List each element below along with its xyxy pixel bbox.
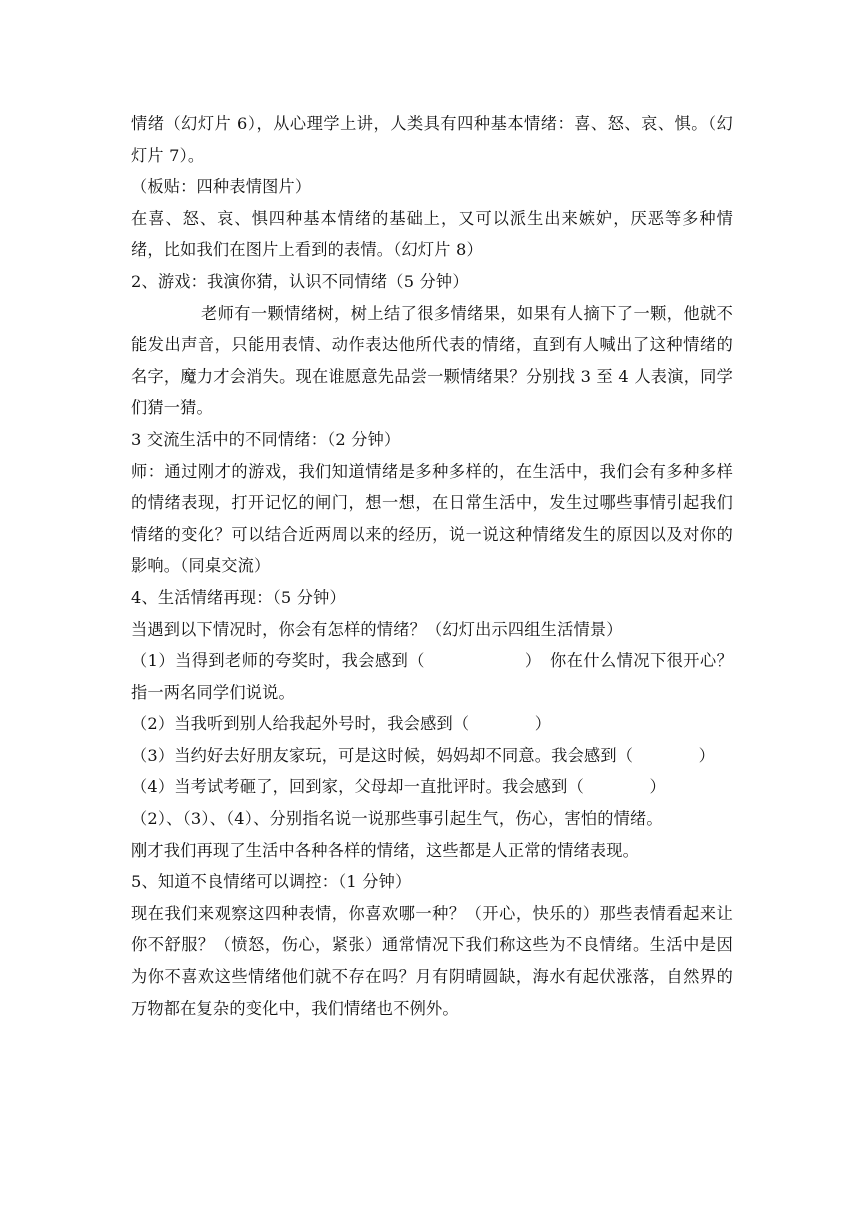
list-item-situation-4: （4）当考试考砸了，回到家，父母却一直批评时。我会感到（ ） [131,777,666,797]
paragraph-derived-emotions: 在喜、怒、哀、惧四种基本情绪的基础上，又可以派生出来嫉妒，厌恶等多种情绪，比如我们在图片上看到的表情。（幻灯片 8） [131,208,733,260]
document-body [131,108,733,1024]
section-heading-regulation: 5、知道不良情绪可以调控：（1 分钟） [131,872,412,892]
paragraph-emotion-tree: 老师有一颗情绪树，树上结了很多情绪果，如果有人摘下了一颗，他就不能发出声音，只能用表情、动作表达他所代表的情绪，直到有人喊出了这种情绪的名字，魔力才会消失。现在谁愿意先品尝一颗情绪果？分别找 3 至 4 人表演，同学们猜一猜。 [131,303,733,418]
paragraph-situations-intro: 当遇到以下情况时，你会有怎样的情绪？（幻灯出示四组生活情景） [131,619,623,639]
list-item-situation-1: （1）当得到老师的夸奖时，我会感到（ ） 你在什么情况下很开心？指一两名同学们说说。 [131,651,733,702]
paragraph-observe-expressions: 现在我们来观察这四种表情，你喜欢哪一种？（开心，快乐的）那些表情看起来让你不舒服？（愤怒，伤心，紧张）通常情况下我们称这些为不良情绪。生活中是因为你不喜欢这些情绪他们就不存在吗？月有阴晴圆缺，海水有起伏涨落，自然界的万物都在复杂的变化中，我们情绪也不例外。 [131,903,733,1018]
list-item-situation-3: （3）当约好去好朋友家玩，可是这时候，妈妈却不同意。我会感到（ ） [131,745,716,765]
paragraph-normal-emotions: 刚才我们再现了生活中各种各样的情绪，这些都是人正常的情绪表现。 [131,840,640,860]
paragraph-teacher-prompt: 师：通过刚才的游戏，我们知道情绪是多种多样的，在生活中，我们会有多种多样的情绪表现，打开记忆的闸门，想一想，在日常生活中，发生过哪些事情引起我们情绪的变化？可以结合近两周以来的经历，说一说这种情绪发生的原因以及对你的影响。（同桌交流） [131,461,733,576]
paragraph-emotions-intro: 情绪（幻灯片 6），从心理学上讲，人类具有四种基本情绪：喜、怒、哀、惧。（幻灯片 7）。 [131,114,733,165]
paragraph-situation-discussion: （2）、（3）、（4）、分别指名说一说那些事引起生气，伤心，害怕的情绪。 [131,809,663,829]
paragraph-board-note: （板贴：四种表情图片） [131,177,312,197]
section-heading-game: 2、游戏：我演你猜，认识不同情绪（5 分钟） [131,271,469,291]
section-heading-exchange: 3 交流生活中的不同情绪：（2 分钟） [131,429,401,449]
section-heading-recreate: 4、生活情绪再现：（5 分钟） [131,587,346,607]
list-item-situation-2: （2）当我听到别人给我起外号时，我会感到（ ） [131,714,552,734]
